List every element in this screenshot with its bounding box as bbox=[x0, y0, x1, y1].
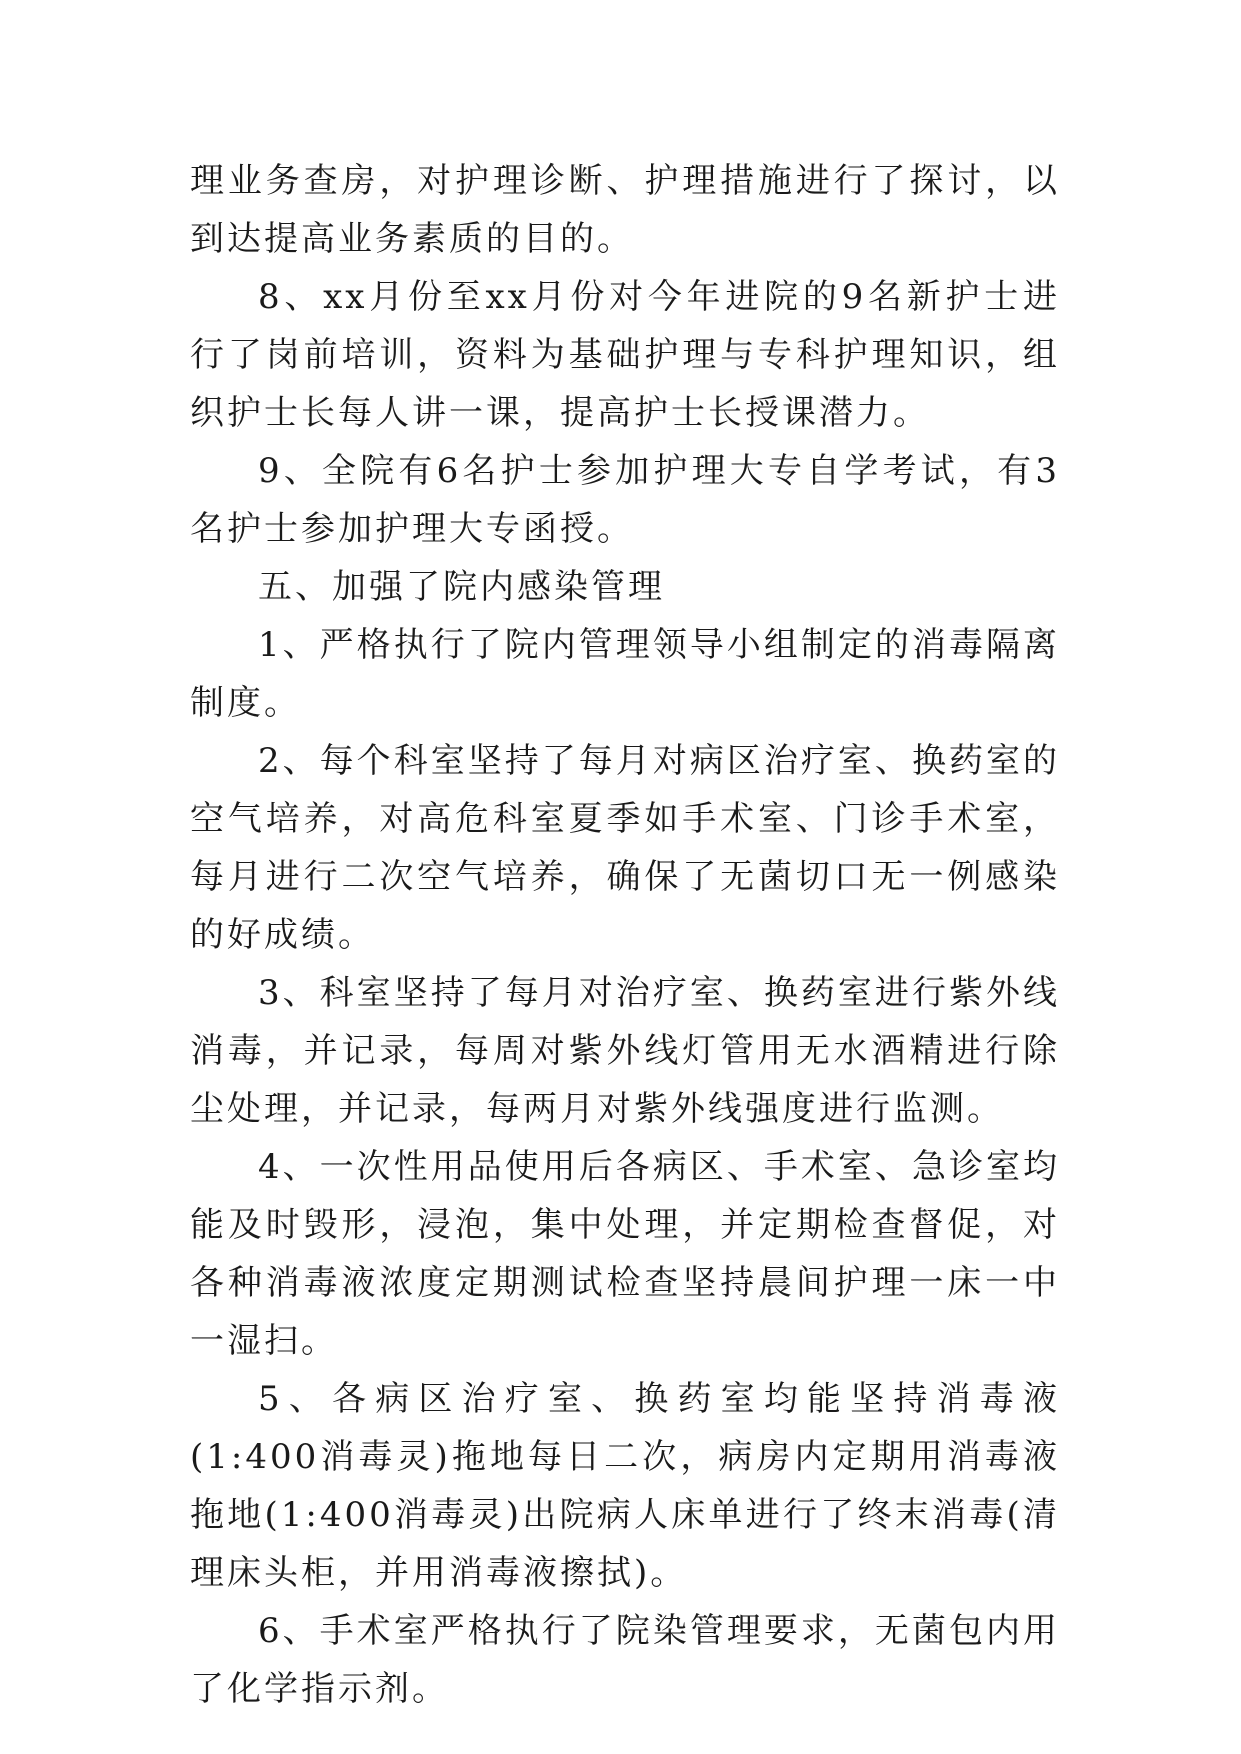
paragraph-item-8: 8、xx月份至xx月份对今年进院的9名新护士进行了岗前培训，资料为基础护理与专科护理知识，组织护士长每人讲一课，提高护士长授课潜力。 bbox=[190, 277, 1060, 433]
paragraph-continuation: 理业务查房，对护理诊断、护理措施进行了探讨，以到达提高业务素质的目的。 bbox=[190, 161, 1060, 259]
paragraph-item-1: 1、严格执行了院内管理领导小组制定的消毒隔离制度。 bbox=[190, 625, 1060, 723]
paragraph-item-9: 9、全院有6名护士参加护理大专自学考试，有3名护士参加护理大专函授。 bbox=[190, 451, 1060, 549]
section-heading-5: 五、加强了院内感染管理 bbox=[258, 567, 665, 607]
paragraph-item-4: 4、一次性用品使用后各病区、手术室、急诊室均能及时毁形，浸泡，集中处理，并定期检查督促，对各种消毒液浓度定期测试检查坚持晨间护理一床一中一湿扫。 bbox=[190, 1147, 1060, 1361]
document-body bbox=[190, 152, 1060, 1718]
paragraph-item-2: 2、每个科室坚持了每月对病区治疗室、换药室的空气培养，对高危科室夏季如手术室、门诊手术室，每月进行二次空气培养，确保了无菌切口无一例感染的好成绩。 bbox=[190, 741, 1060, 955]
paragraph-item-5: 5、各病区治疗室、换药室均能坚持消毒液(1:400消毒灵)拖地每日二次，病房内定期用消毒液拖地(1:400消毒灵)出院病人床单进行了终末消毒(清理床头柜，并用消毒液擦拭)。 bbox=[190, 1379, 1060, 1593]
paragraph-item-3: 3、科室坚持了每月对治疗室、换药室进行紫外线消毒，并记录，每周对紫外线灯管用无水酒精进行除尘处理，并记录，每两月对紫外线强度进行监测。 bbox=[190, 973, 1060, 1129]
paragraph-item-6: 6、手术室严格执行了院染管理要求，无菌包内用了化学指示剂。 bbox=[190, 1611, 1060, 1709]
